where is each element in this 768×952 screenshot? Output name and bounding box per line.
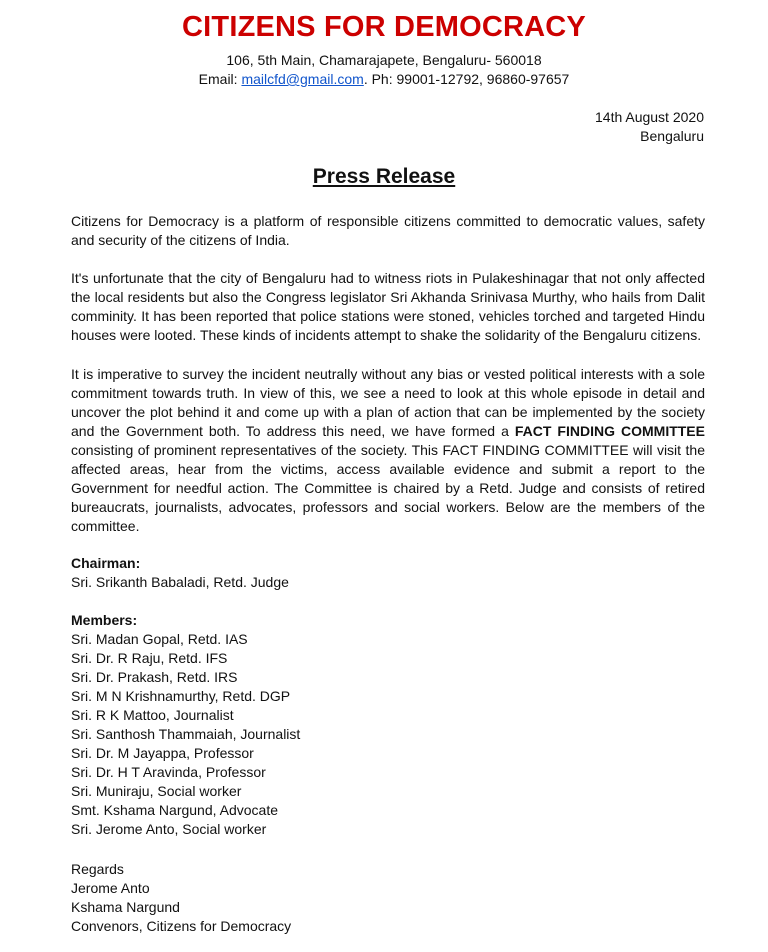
members-section <box>71 611 300 839</box>
list-item: Sri. M N Krishnamurthy, Retd. DGP <box>71 688 291 704</box>
intro-paragraph: Citizens for Democracy is a platform of responsible citizens committed to democratic values, safety and security of the citizens of India. <box>71 213 705 248</box>
list-item: Sri. Santhosh Thammaiah, Journalist <box>71 726 301 742</box>
signatory-1: Jerome Anto <box>71 880 150 896</box>
chairman-label: Chairman: <box>71 555 141 571</box>
chairman-name: Sri. Srikanth Babaladi, Retd. Judge <box>71 574 289 590</box>
signoff-section <box>71 860 291 936</box>
regards-text: Regards <box>71 861 124 877</box>
incident-paragraph: It's unfortunate that the city of Bengaluru had to witness riots in Pulakeshinagar that not only affected the local residents but also the Congress legislator Sri Akhanda Srinivasa Murthy, who hails from Dalit comminity. It has been reported that police stations were stoned, vehicles torched and targeted Hindu houses were looted. These kinds of incidents attempt to shake the solidarity of the Bengaluru citizens. <box>71 270 705 343</box>
phone-numbers: . Ph: 99001-12792, 96860-97657 <box>363 71 570 87</box>
list-item: Smt. Kshama Nargund, Advocate <box>71 802 278 818</box>
release-date: 14th August 2020 <box>595 109 704 125</box>
list-item: Sri. Jerome Anto, Social worker <box>71 821 267 837</box>
signatory-role: Convenors, Citizens for Democracy <box>71 918 292 934</box>
list-item: Sri. Madan Gopal, Retd. IAS <box>71 631 248 647</box>
page-title: Press Release <box>312 165 456 188</box>
contact-line <box>0 70 768 88</box>
list-item: Sri. Dr. H T Aravinda, Professor <box>71 764 266 780</box>
release-place: Bengaluru <box>640 128 704 144</box>
list-item: Sri. Dr. Prakash, Retd. IRS <box>71 669 238 685</box>
members-label: Members: <box>71 612 138 628</box>
list-item: Sri. Muniraju, Social worker <box>71 783 242 799</box>
list-item: Sri. Dr. M Jayappa, Professor <box>71 745 254 761</box>
committee-text-2: consisting of prominent representatives of the society. This FACT FINDING COMMITTEE will visit the affected areas, hear from the victims, access available evidence and submit a report to the Government for needful action. The Committee is chaired by a Retd. Judge and consists of retired bureaucrats, journalists, advocates, professors and social workers. Below are the members of the committee. <box>71 442 705 534</box>
chairman-section <box>71 554 289 592</box>
committee-text-1: It is imperative to survey the incident neutrally without any bias or vested political interests with a sole commitment towards truth. In view of this, we see a need to look at this whole episode in detail and uncover the plot behind it and come up with a plan of action that can be implemented by the society and the Government both. To address this need, we have formed a <box>71 366 705 439</box>
org-name-heading: CITIZENS FOR DEMOCRACY <box>182 11 586 43</box>
email-link[interactable]: mailcfd@gmail.com <box>241 71 364 87</box>
committee-name-bold: FACT FINDING COMMITTEE <box>514 423 705 439</box>
committee-paragraph <box>71 365 705 536</box>
org-address: 106, 5th Main, Chamarajapete, Bengaluru- 560018 <box>226 52 542 68</box>
list-item: Sri. Dr. R Raju, Retd. IFS <box>71 650 228 666</box>
list-item: Sri. R K Mattoo, Journalist <box>71 707 234 723</box>
email-label: Email: <box>198 71 242 87</box>
signatory-2: Kshama Nargund <box>71 899 180 915</box>
date-block <box>595 108 704 146</box>
